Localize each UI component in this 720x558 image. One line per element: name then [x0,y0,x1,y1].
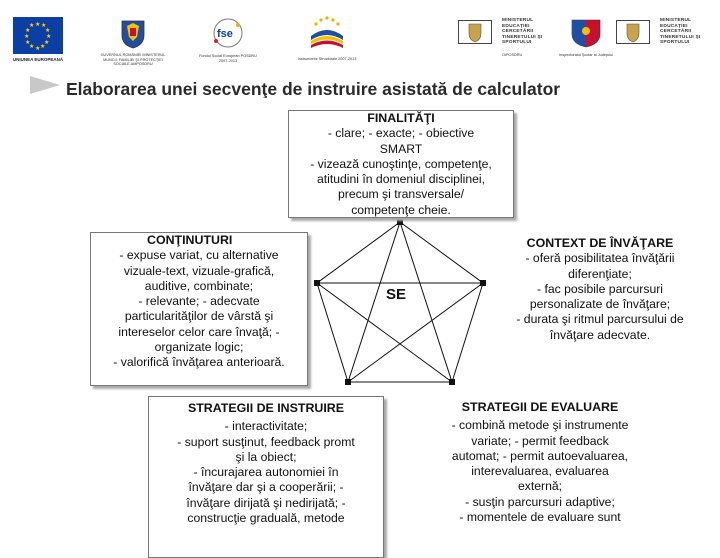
context-line: - durata şi ritmul parcursului de [516,312,684,327]
svg-text:★: ★ [44,39,50,46]
center-label-se: SE [386,286,407,303]
gov-caption: GUVERNUL ROMÂNIEI MINISTERUL MUNCII, FAMILIEI ŞI PROTECŢIEI SOCIALE AMPOSDRU [100,53,166,67]
ministry-title: MINISTERUL EDUCAŢIEI CERCETĂRII TINERETULUI ŞI SPORTULUI [502,18,543,46]
continuturi-title: CONŢINUTURI [147,233,233,247]
svg-text:★: ★ [40,43,46,50]
slide-heading: Elaborarea unei secvenţe de instruire asistată de calculator [66,79,561,98]
strategii-evaluare-line: - susţin parcursuri adaptive; [465,494,615,509]
vertex-marker-left [314,280,320,286]
strategii-instruire-line: învăţare dar şi a cooperării; - [188,480,344,495]
vertex-marker-bottom-right [449,379,455,385]
vertex-marker-bottom-left [345,379,351,385]
fse-caption: Fondul Social European POSDRU 2007-2013 [199,54,257,63]
eu-caption: UNIUNEA EUROPEANĂ [12,57,64,62]
continuturi-line: - valorifică învăţarea anterioară. [113,355,285,370]
context-line: - fac posibile parcursuri [537,281,663,296]
continuturi-line: - expuse variat, cu alternative [119,248,279,263]
context-invatare-block [494,236,706,343]
continuturi-line: vizuale-text, vizuale-grafică, [123,263,275,278]
finalitati-line: - clare; - exacte; - obiective [327,126,475,141]
svg-text:★: ★ [24,33,30,40]
svg-text:★: ★ [25,39,31,46]
continuturi-line: - relevante; - adecvate [138,294,260,309]
finalitati-line: precum şi transversale/ [338,187,464,202]
context-title: CONTEXT DE ÎNVĂŢARE [526,236,674,250]
context-line: învăţare adecvate. [549,327,651,342]
strategii-instruire-line: şi la obiect; [235,449,297,464]
svg-text:★: ★ [46,33,52,40]
ministry-caption: OIPOSDRU [502,53,523,57]
strategii-instruire-line: construcţie graduală, metode [187,511,345,526]
strategii-instruire-line: - încurajarea autonomiei în [193,465,339,480]
svg-text:★: ★ [35,21,41,28]
svg-text:fse: fse [217,28,233,40]
vertex-marker-top [397,219,403,225]
context-line: - oferă posibilitatea învăţării [525,251,675,266]
svg-text:★: ★ [45,27,51,34]
finalitati-line: competenţe cheie. [351,202,451,217]
strategii-evaluare-line: automat; - permit autoevaluarea, [451,448,629,463]
continuturi-box [90,232,308,386]
svg-text:★: ★ [29,43,35,50]
strategii-instruire-line: învăţare dirijată şi nedirijată; - [186,495,346,510]
vertex-marker-right [480,280,486,286]
finalitati-line: atitudini în domeniul disciplinei, [316,172,485,187]
strategii-instruire-title: STRATEGII DE INSTRUIRE [187,401,345,415]
pos-caption: Instrumente Structurale 2007-2013 [297,57,357,61]
context-line: diferenţiate; [568,266,632,281]
finalitati-title: FINALITĂŢI [367,111,435,125]
continuturi-line: organizate logic; [154,340,244,355]
finalitati-line: - vizează cunoştinţe, competenţe, [310,156,492,171]
svg-text:★: ★ [41,22,47,29]
strategii-evaluare-line: - combină metode şi instrumente [451,418,629,433]
continuturi-line: auditive, combinate; [144,278,254,293]
svg-text:★: ★ [35,45,41,52]
finalitati-line: SMART [379,141,423,156]
svg-text:★: ★ [25,27,31,34]
strategii-evaluare-line: variate; - permit feedback [471,433,609,448]
strategii-instruire-line: - suport susţinut, feedback promt [177,434,355,449]
strategii-evaluare-line: - momentele de evaluare sunt [459,510,621,525]
finalitati-box [288,110,514,218]
strategii-evaluare-line: externă; [517,479,563,494]
svg-text:★: ★ [29,22,35,29]
uni-caption: Inspectoratul Şcolar al Judeţului [559,53,613,57]
continuturi-line: intereselor celor care învaţă; - [118,324,280,339]
strategii-evaluare-block [424,400,656,525]
context-line: personalizate de învăţare; [529,297,671,312]
ministry2-title: MINISTERUL EDUCAŢIEI CERCETĂRII TINERETULUI ŞI SPORTULUI [660,18,701,46]
continuturi-line: particularităţilor de vârstă şi [124,309,274,324]
strategii-evaluare-title: STRATEGII DE EVALUARE [461,400,619,414]
strategii-instruire-box [148,396,384,558]
strategii-instruire-line: - interactivitate; [224,419,308,434]
strategii-evaluare-line: interevaluarea, evaluarea [471,464,609,479]
